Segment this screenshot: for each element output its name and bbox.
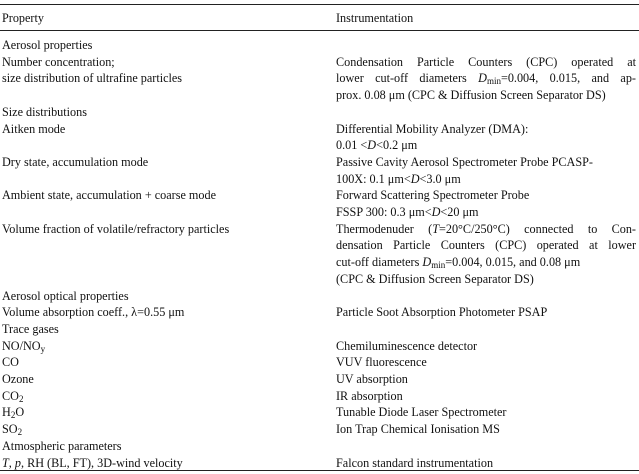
property-cell: T, p, RH (BL, FT), 3D-wind velocity xyxy=(2,455,183,470)
instrumentation-cell: lower cut-off diameters $D_{min}=0.004$, 0.015, and ap- xyxy=(336,71,636,87)
instrumentation-cell: VUV fluorescence xyxy=(336,355,427,370)
property-cell: Aerosol properties xyxy=(2,38,93,52)
top-rule xyxy=(0,4,639,5)
header-instrumentation: Instrumentation xyxy=(336,11,414,25)
instrumentation-cell: (CPC & Diffusion Screen Separator DS) xyxy=(336,271,534,286)
property-cell: $H_2O$ xyxy=(2,405,25,421)
instrumentation-cell: Falcon standard instrumentation xyxy=(336,455,494,470)
instrumentation-cell: Passive Cavity Aerosol Spectrometer Probe PCASP- xyxy=(336,154,593,169)
instrumentation-cell: Particle Soot Absorption Photometer PSAP xyxy=(336,305,548,320)
instrumentation-cell: 0.01 <D<0.2 μm xyxy=(336,138,418,153)
instrumentation-cell: Ion Trap Chemical Ionisation MS xyxy=(336,422,500,437)
instrumentation-cell: Forward Scattering Spectrometer Probe xyxy=(336,188,530,203)
instrumentation-cell: densation Particle Counters (CPC) operated at lower xyxy=(336,238,636,253)
instrumentation-cell: Thermodenuder (T=20°C/250°C) connected to Con- xyxy=(336,221,636,236)
instrumentation-cell: prox. 0.08 μm (CPC & Diffusion Screen Separator DS) xyxy=(336,88,606,103)
property-cell: Atmospheric parameters xyxy=(2,438,122,453)
property-cell: CO xyxy=(2,355,19,370)
bottom-rule xyxy=(0,470,639,471)
instrumentation-cell: IR absorption xyxy=(336,388,403,403)
property-cell: Ambient state, accumulation + coarse mode xyxy=(2,188,216,203)
property-cell: Number concentration; xyxy=(2,54,115,69)
instrumentation-cell: Tunable Diode Laser Spectrometer xyxy=(336,405,507,420)
property-cell: $CO_2$ xyxy=(2,388,24,404)
property-cell: Volume absorption coeff., λ=0.55 μm xyxy=(2,305,185,320)
header-rule xyxy=(0,30,639,31)
instrumentation-cell: Differential Mobility Analyzer (DMA): xyxy=(336,121,529,136)
property-cell: Dry state, accumulation mode xyxy=(2,154,149,169)
header-property: Property xyxy=(2,11,44,25)
instrumentation-cell: Condensation Particle Counters (CPC) operated at xyxy=(336,54,636,69)
property-cell: $NO/NO_y$ xyxy=(2,338,46,354)
property-cell: Volume fraction of volatile/refractory particles xyxy=(2,221,230,236)
property-cell: Aitken mode xyxy=(2,121,66,136)
property-cell: Trace gases xyxy=(2,321,59,336)
instrumentation-cell: 100X: 0.1 μm<D<3.0 μm xyxy=(336,171,461,186)
instrumentation-cell: UV absorption xyxy=(336,372,408,386)
property-cell: $SO_2$ xyxy=(2,422,23,438)
property-cell: Ozone xyxy=(2,372,34,386)
property-cell: size distribution of ultrafine particles xyxy=(2,71,183,86)
property-cell: Size distributions xyxy=(2,104,87,119)
property-cell: Aerosol optical properties xyxy=(2,288,129,303)
instrumentation-cell: Chemiluminescence detector xyxy=(336,338,478,353)
instrumentation-cell: cut-off diameters $D_{min}=0.004$, 0.015, and 0.08 μm xyxy=(336,255,581,271)
instrumentation-cell: FSSP 300: 0.3 μm<D<20 μm xyxy=(336,205,479,219)
